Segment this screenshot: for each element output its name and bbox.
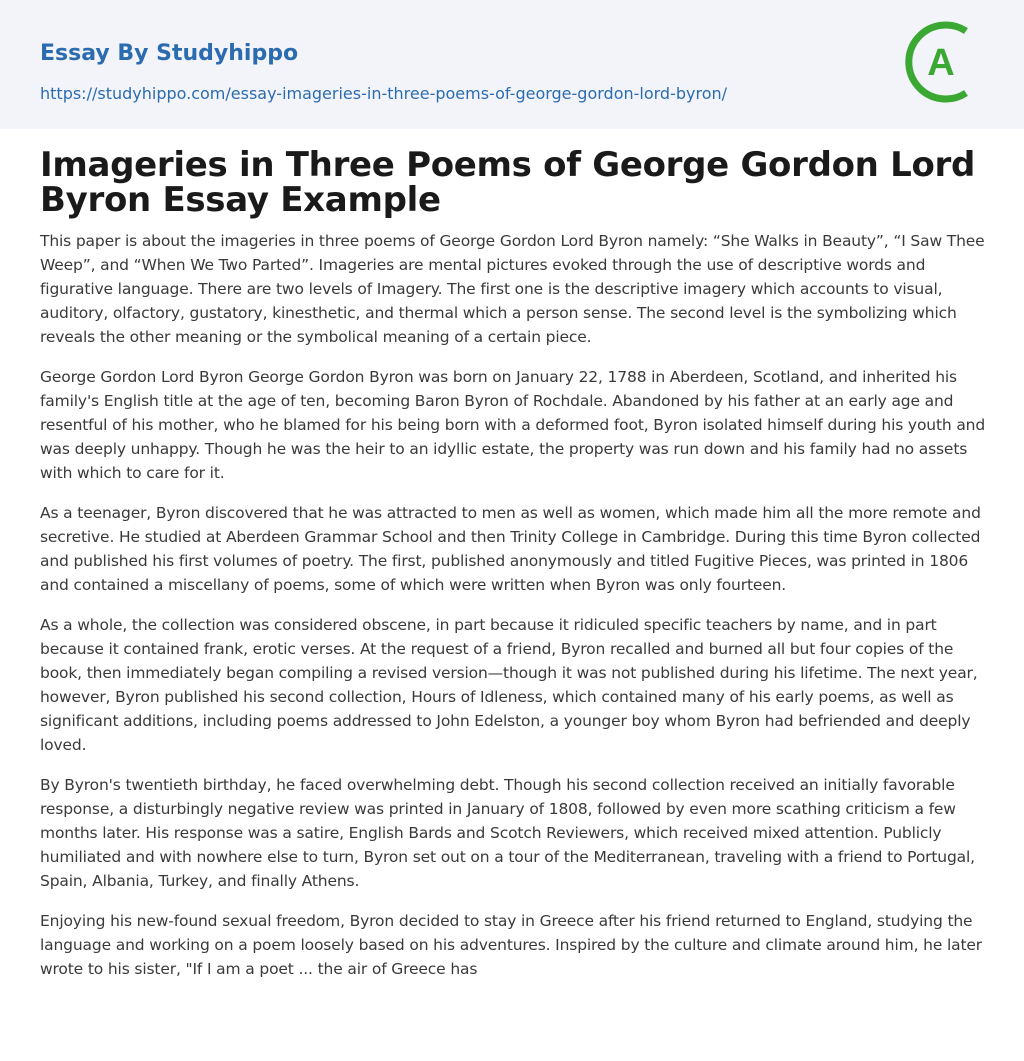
essay-paragraph: By Byron's twentieth birthday, he faced overwhelming debt. Though his second collection received an initially favorable response, a disturbingly negative review was printed in January of 1808, followed by even more scathing criticism a few months later. His response was a satire, English Bards and Scotch Reviewers, which received mixed attention. Publicly humiliated and with nowhere else to turn, Byron set out on a tour of the Mediterranean, traveling with a friend to Portugal, Spain, Albania, Turkey, and finally Athens. xyxy=(40,776,975,890)
essay-paragraph: As a whole, the collection was considered obscene, in part because it ridiculed specific teachers by name, and in part because it contained frank, erotic verses. At the request of a friend, Byron recalled and burned all but four copies of the book, then immediately began compiling a revised version—though it was not published during his lifetime. The next year, however, Byron published his second collection, Hours of Idleness, which contained many of his early poems, as well as significant additions, including poems addressed to John Edelston, a younger boy whom Byron had befriended and deeply loved. xyxy=(40,616,978,754)
essay-paragraph: As a teenager, Byron discovered that he was attracted to men as well as women, which made him all the more remote and secretive. He studied at Aberdeen Grammar School and then Trinity College in Cambridge. During this time Byron collected and published his first volumes of poetry. The first, published anonymously and titled Fugitive Pieces, was printed in 1806 and contained a miscellany of poems, some of which were written when Byron was only fourteen. xyxy=(40,504,981,594)
essay-paragraph: This paper is about the imageries in three poems of George Gordon Lord Byron namely: “She Walks in Beauty”, “I Saw Thee Weep”, and “When We Two Parted”. Imageries are mental pictures evoked through the use of descriptive words and figurative language. There are two levels of Imagery. The first one is the descriptive imagery which accounts to visual, auditory, olfactory, gustatory, kinesthetic, and thermal which a person sense. The second level is the symbolizing which reveals the other meaning or the symbolical meaning of a certain piece. xyxy=(40,232,985,346)
essay-body xyxy=(40,229,988,997)
studyhippo-logo-icon[interactable] xyxy=(898,17,988,107)
site-header xyxy=(0,0,1024,129)
svg-text:A: A xyxy=(927,42,955,84)
essay-paragraph: George Gordon Lord Byron George Gordon Byron was born on January 22, 1788 in Aberdeen, Scotland, and inherited his family's English title at the age of ten, becoming Baron Byron of Rochdale. Abandoned by his father at an early age and resentful of his mother, who he blamed for his being born with a deformed foot, Byron isolated himself during his youth and was deeply unhappy. Though he was the heir to an idyllic estate, the property was run down and his family had no assets with which to care for it. xyxy=(40,368,986,482)
page-url-link[interactable]: https://studyhippo.com/essay-imageries-in-three-poems-of-george-gordon-lord-byron/ xyxy=(40,84,728,103)
essay-paragraph: Enjoying his new-found sexual freedom, Byron decided to stay in Greece after his friend returned to England, studying the language and working on a poem loosely based on his adventures. Inspired by the culture and climate around him, he later wrote to his sister, "If I am a poet ... the air of Greece has xyxy=(40,912,983,978)
page-title: Imageries in Three Poems of George Gordon Lord Byron Essay Example xyxy=(40,145,976,220)
site-name[interactable]: Essay By Studyhippo xyxy=(40,41,299,66)
